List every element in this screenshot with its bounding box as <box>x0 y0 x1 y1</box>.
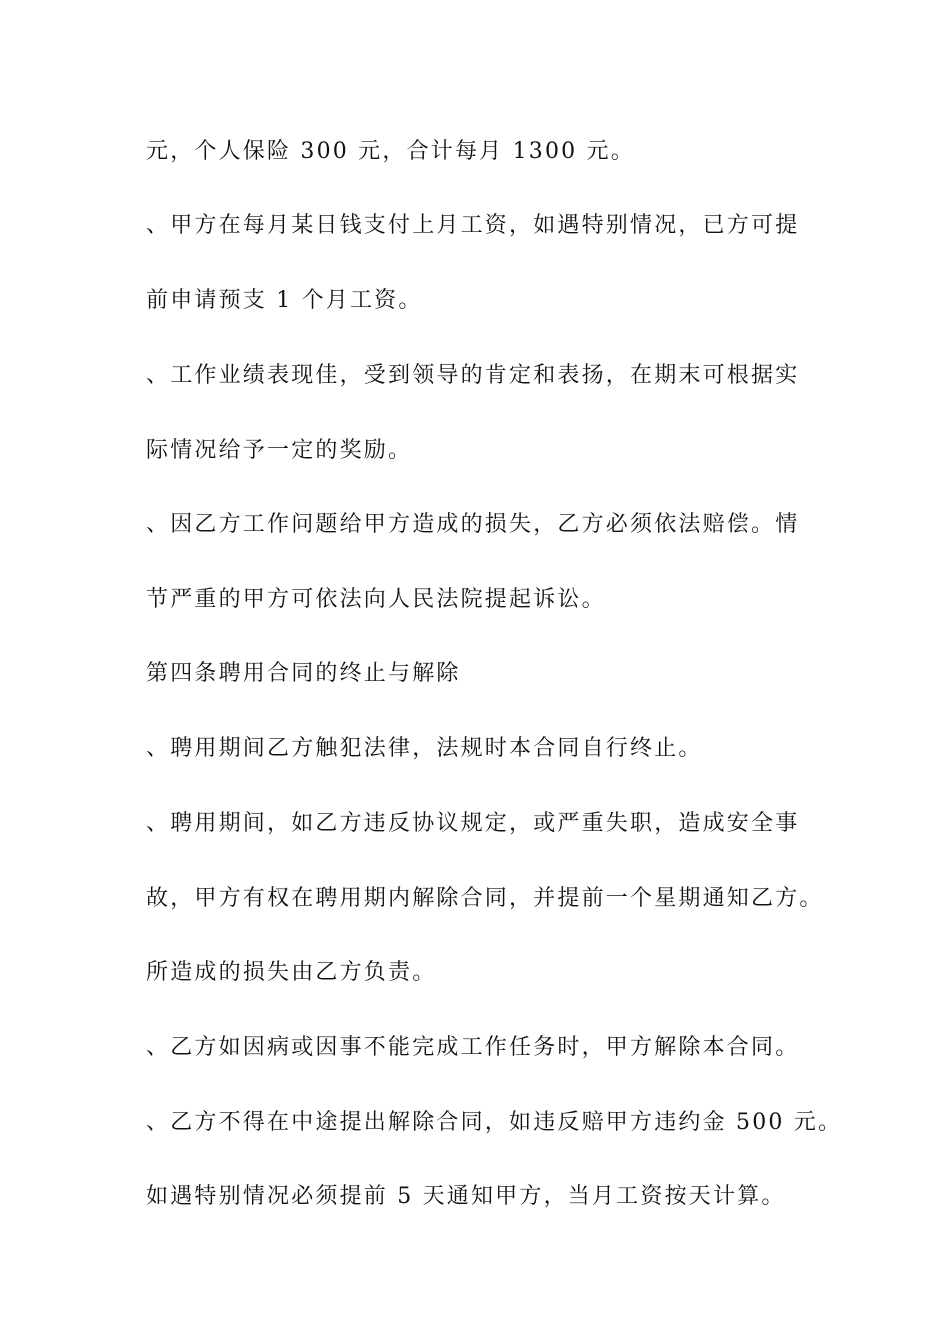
text-line-10: 、聘用期间，如乙方违反协议规定，或严重失职，造成安全事 <box>146 811 800 836</box>
text-line-5: 际情况给予一定的奖励。 <box>146 438 413 463</box>
text-line-11: 故，甲方有权在聘用期内解除合同，并提前一个星期通知乙方。 <box>146 886 824 911</box>
text-line-2: 、甲方在每月某日钱支付上月工资，如遇特别情况，已方可提 <box>146 213 800 238</box>
text-line-1: 元，个人保险 300 元，合计每月 1300 元。 <box>146 139 635 164</box>
section-heading: 第四条聘用合同的终止与解除 <box>146 661 461 686</box>
text-line-9: 、聘用期间乙方触犯法律，法规时本合同自行终止。 <box>146 736 703 761</box>
text-line-4: 、工作业绩表现佳，受到领导的肯定和表扬，在期末可根据实 <box>146 363 800 388</box>
text-line-15: 如遇特别情况必须提前 5 天通知甲方，当月工资按天计算。 <box>146 1184 786 1209</box>
text-line-7: 节严重的甲方可依法向人民法院提起诉讼。 <box>146 587 606 612</box>
text-line-12: 所造成的损失由乙方负责。 <box>146 960 437 985</box>
text-line-6: 、因乙方工作问题给甲方造成的损失，乙方必须依法赔偿。情 <box>146 512 800 537</box>
text-line-14: 、乙方不得在中途提出解除合同，如违反赔甲方违约金 500 元。 <box>146 1110 843 1135</box>
text-line-3: 前申请预支 1 个月工资。 <box>146 288 423 313</box>
text-line-13: 、乙方如因病或因事不能完成工作任务时，甲方解除本合同。 <box>146 1035 800 1060</box>
